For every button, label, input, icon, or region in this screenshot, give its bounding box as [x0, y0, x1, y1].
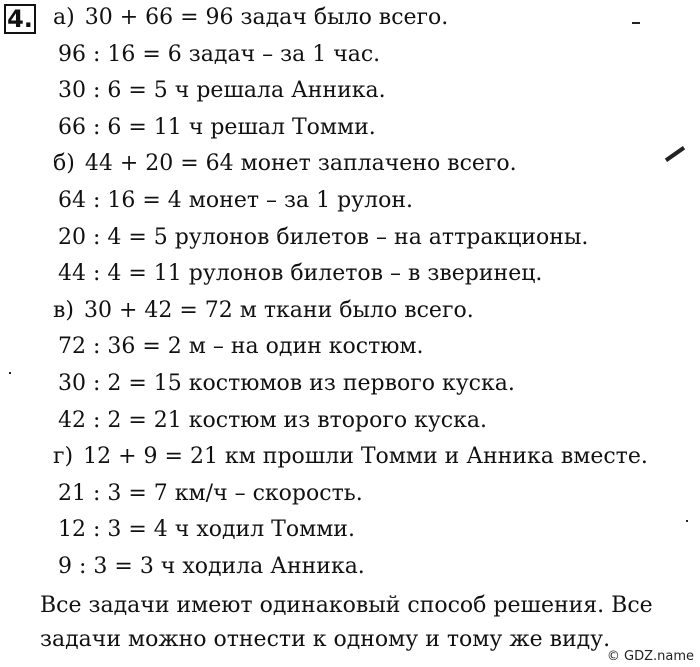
solution-text: 12 + 9 = 21 км прошли Томми и Анника вместе.	[83, 444, 648, 470]
solution-text: 44 + 20 = 64 монет заплачено всего.	[84, 151, 517, 177]
solution-text: 66 : 6 = 11 ч решал Томми.	[58, 114, 376, 140]
solution-text: 30 : 6 = 5 ч решала Анника.	[58, 78, 386, 104]
conclusion-line: задачи можно отнести к одному и тому же виду.	[40, 627, 611, 652]
solution-text: 30 + 42 = 72 м ткани было всего.	[83, 297, 474, 323]
solution-text: 64 : 16 = 4 монет – за 1 рулон.	[58, 188, 413, 213]
solution-line	[58, 114, 376, 142]
solution-text: 20 : 4 = 5 рулонов билетов – на аттракционы.	[58, 224, 589, 250]
solution-text: 12 : 3 = 4 ч ходил Томми.	[58, 517, 355, 543]
solution-line	[47, 4, 448, 32]
solution-text: 9 : 3 = 3 ч ходила Анника.	[58, 554, 365, 579]
solution-line	[47, 443, 648, 471]
part-marker: б)	[53, 151, 75, 177]
solution-line	[58, 41, 380, 69]
solution-line	[58, 370, 515, 398]
part-marker: г)	[53, 444, 74, 470]
watermark: © GDZ.name	[606, 649, 694, 664]
solution-line	[58, 187, 413, 215]
solution-line	[58, 516, 355, 544]
part-marker: в)	[53, 297, 74, 323]
scan-speck	[9, 372, 11, 374]
task-number-box: 4.	[4, 4, 36, 34]
solution-line	[58, 407, 487, 435]
solution-line	[58, 224, 588, 252]
solution-line	[58, 553, 365, 581]
solution-line	[47, 150, 517, 178]
solution-line	[58, 480, 363, 508]
solution-text: 42 : 2 = 21 костюм из второго куска.	[58, 407, 487, 433]
conclusion-line: Все задачи имеют одинаковый способ решения. Все	[40, 593, 653, 618]
scan-speck	[686, 520, 688, 522]
pen-mark	[665, 146, 685, 162]
solution-text: 30 : 2 = 15 костюмов из первого куска.	[58, 371, 515, 396]
solution-text: 72 : 36 = 2 м – на один костюм.	[58, 334, 424, 360]
scan-speck	[632, 22, 640, 24]
solution-line	[47, 297, 474, 325]
solution-text: 96 : 16 = 6 задач – за 1 час.	[58, 41, 381, 67]
solution-line	[58, 333, 424, 361]
solution-text: 30 + 66 = 96 задач было всего.	[84, 5, 449, 30]
part-marker: а)	[53, 5, 75, 30]
solution-text: 44 : 4 = 11 рулонов билетов – в зверинец.	[58, 261, 543, 287]
solution-line	[58, 260, 542, 288]
solution-text: 21 : 3 = 7 км/ч – скорость.	[58, 480, 363, 506]
solution-line	[58, 77, 386, 105]
